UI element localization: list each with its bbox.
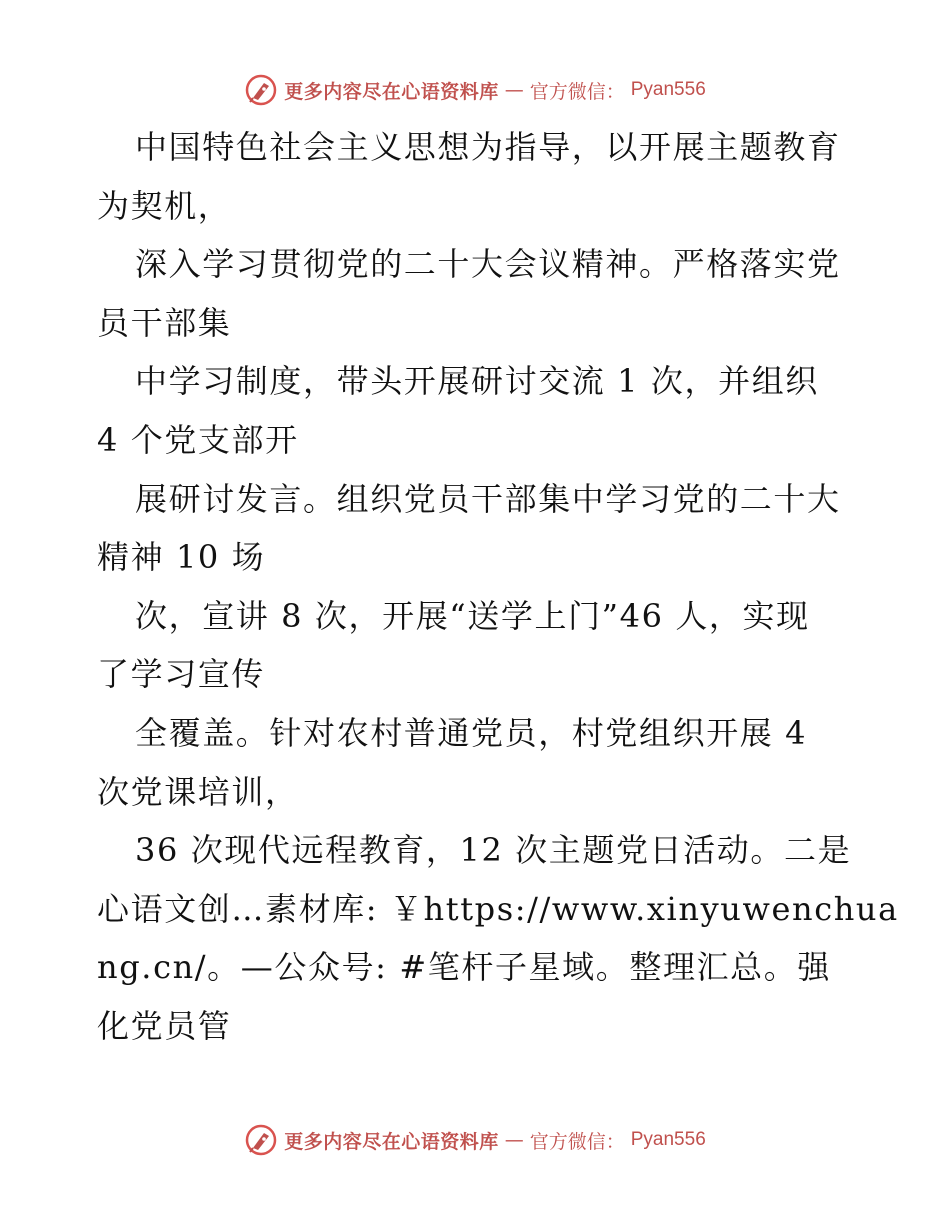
body-line: 4 个党支部开 <box>97 420 299 459</box>
body-line: 全覆盖。针对农村普通党员，村党组织开展 4 <box>135 713 808 752</box>
footer-wechat-label: 官方微信： <box>529 1130 625 1153</box>
body-line: 次党课培训， <box>97 772 299 811</box>
body-line: 化党员管 <box>97 1006 232 1045</box>
body-line: 员干部集 <box>97 303 232 342</box>
body-line: 了学习宣传 <box>97 655 266 694</box>
header-wechat-label: 官方微信： <box>529 80 625 103</box>
header-wechat-id: Pyan556 <box>630 79 706 100</box>
body-line: 36 次现代远程教育，12 次主题党日活动。二是 <box>135 831 852 870</box>
body-line: 展研讨发言。组织党员干部集中学习党的二十大 <box>135 479 841 518</box>
body-line: 深入学习贯彻党的二十大会议精神。严格落实党 <box>135 245 841 284</box>
footer-brand-text: 更多内容尽在心语资料库 <box>284 1130 499 1153</box>
body-line: 为契机， <box>97 186 232 225</box>
document-body <box>97 118 899 1056</box>
body-line: 次，宣讲 8 次，开展“送学上门”46 人，实现 <box>135 596 810 635</box>
header-banner <box>0 70 950 110</box>
footer-wechat-id: Pyan556 <box>630 1129 706 1150</box>
footer-dash: — <box>504 1129 524 1151</box>
body-line: ng.cn/。—公众号: #笔杆子星域。整理汇总。强 <box>97 948 831 987</box>
header-dash: — <box>504 79 524 101</box>
footer-banner <box>0 1120 950 1160</box>
body-line: 中国特色社会主义思想为指导，以开展主题教育 <box>135 128 841 166</box>
header-brand-text: 更多内容尽在心语资料库 <box>284 80 499 103</box>
body-line: 心语文创…素材库: ￥https://www.xinyuwenchua <box>97 889 899 928</box>
body-line: 中学习制度，带头开展研讨交流 1 次，并组织 <box>135 362 819 401</box>
pen-nib-logo-icon <box>244 73 278 107</box>
pen-nib-logo-icon <box>244 1123 278 1157</box>
body-line: 精神 10 场 <box>97 538 266 577</box>
